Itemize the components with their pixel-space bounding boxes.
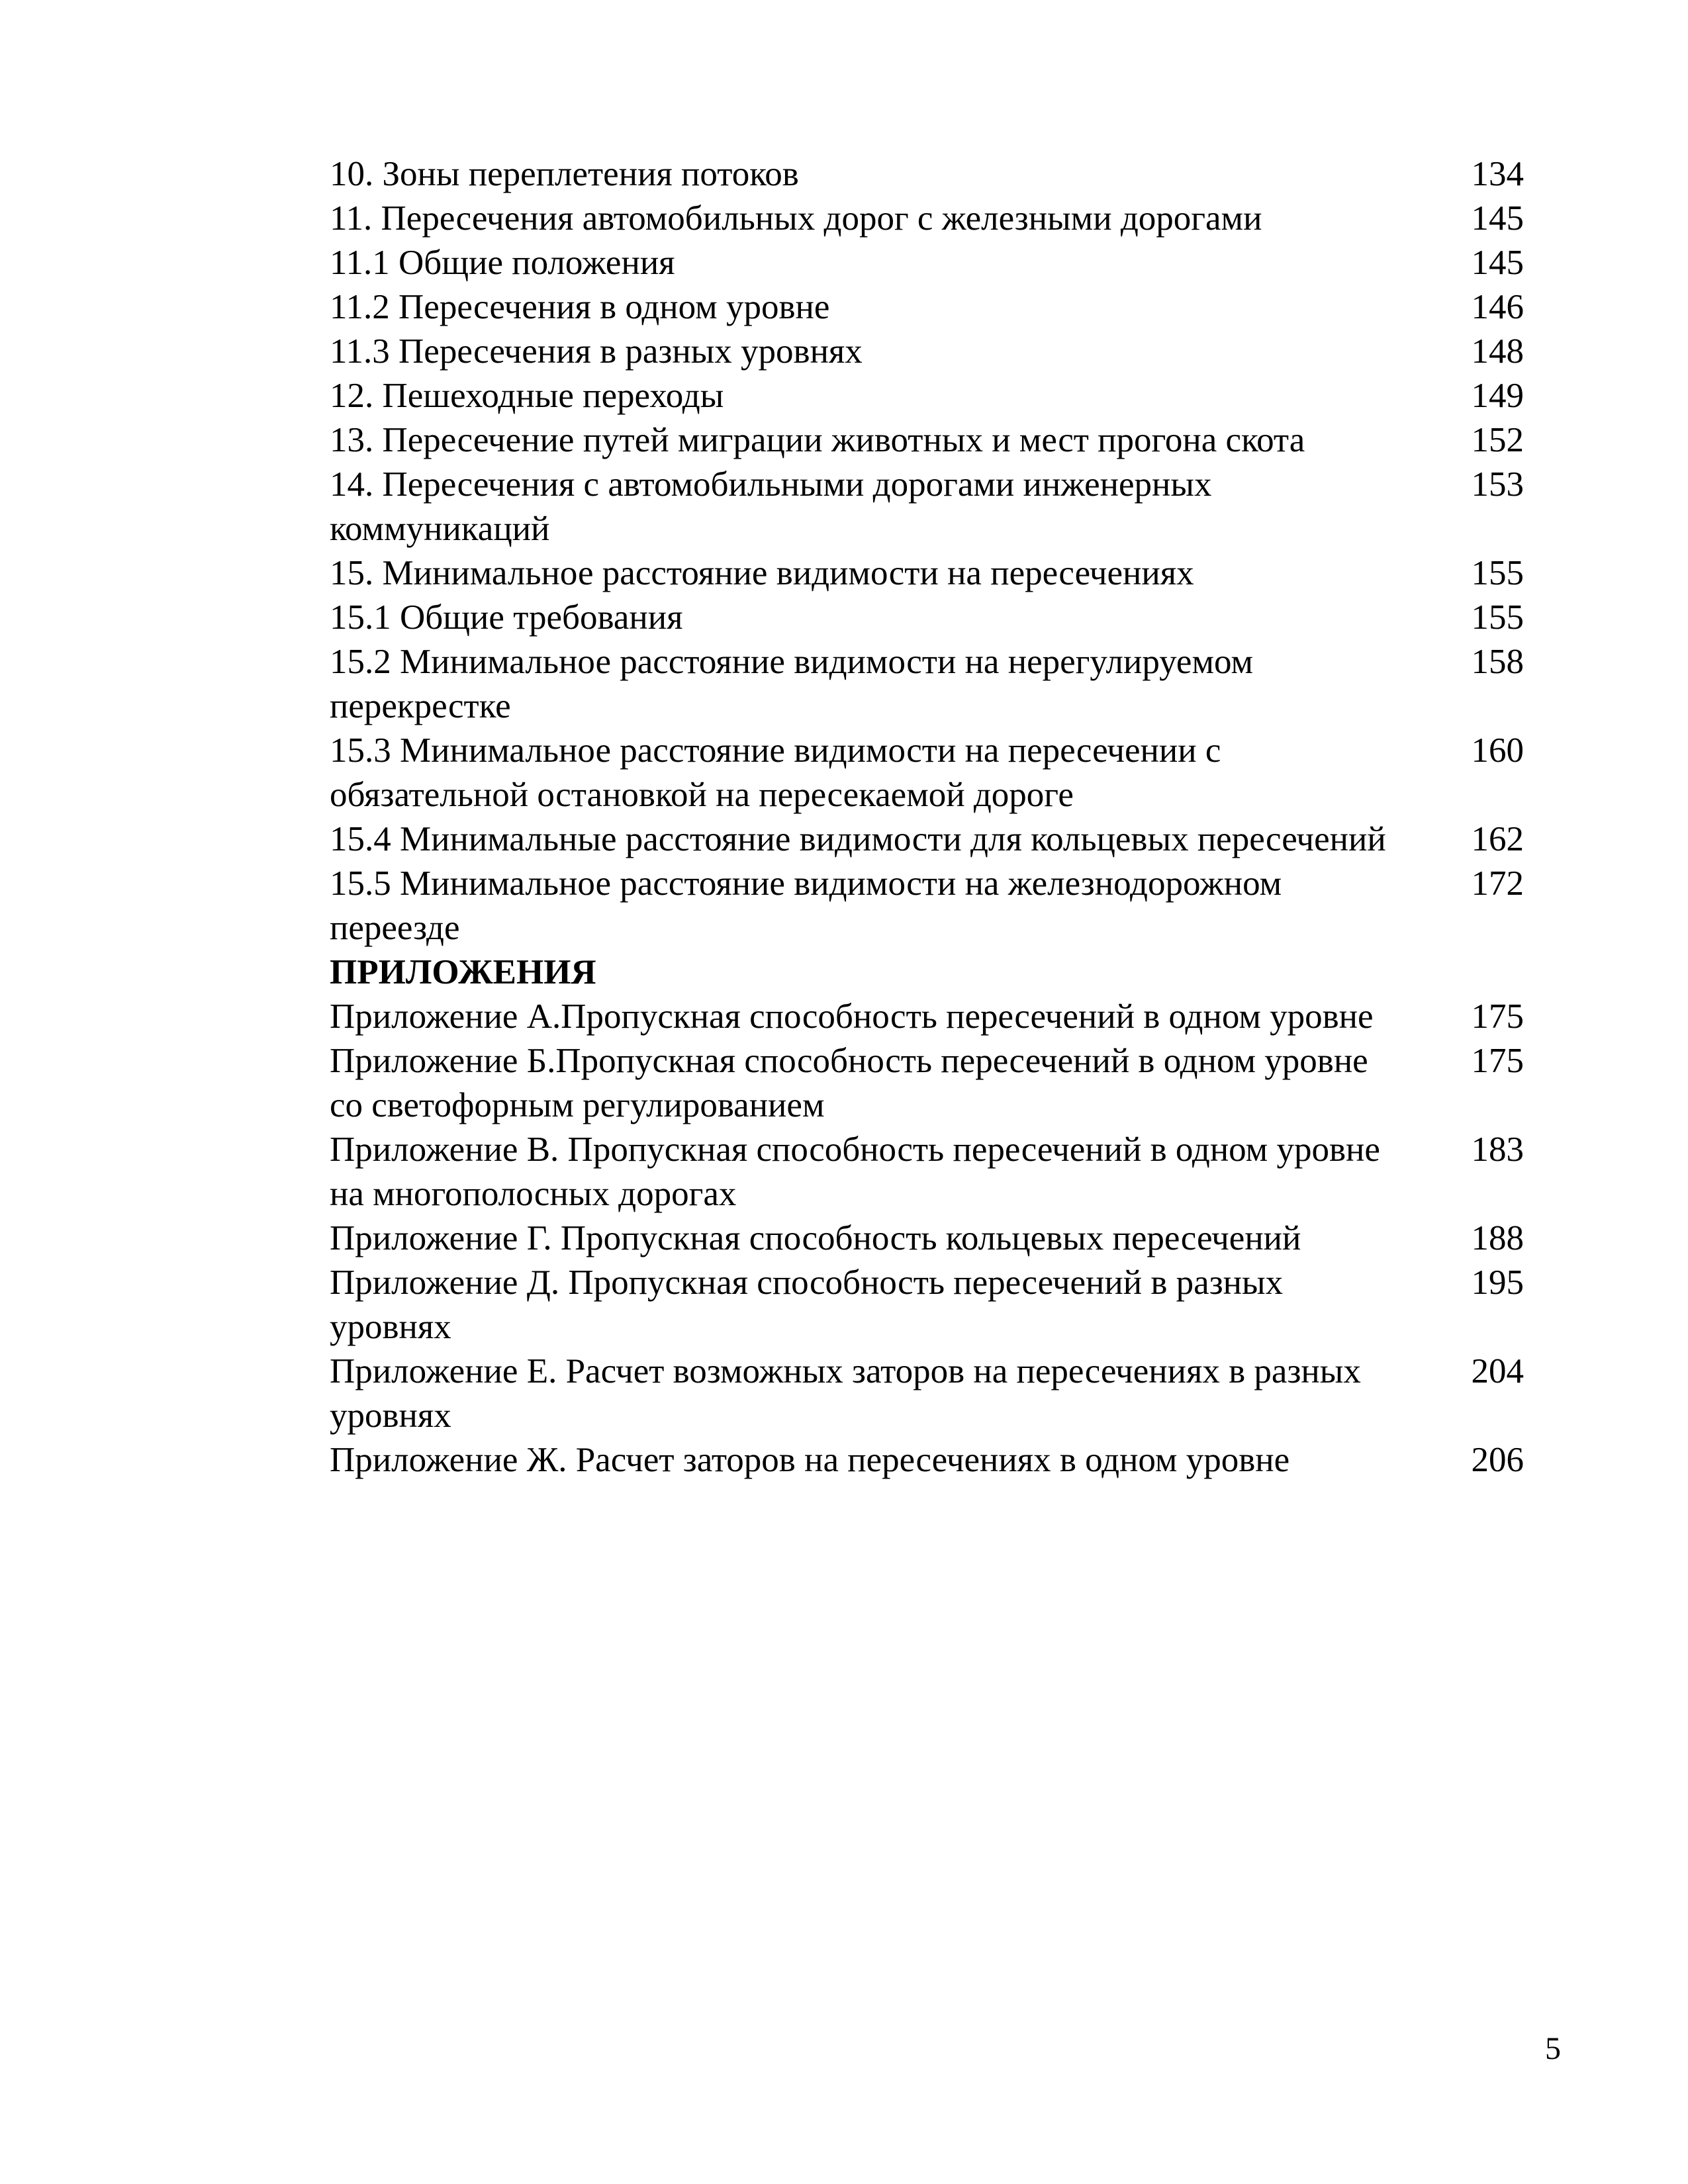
- appendix-entry-page: 188: [1471, 1219, 1524, 1257]
- appendix-entry: [330, 1216, 1529, 1261]
- toc-entry-title: 15.4 Минимальные расстояние видимости для кольцевых пересечений: [330, 820, 1386, 858]
- toc-entry-title: 15.3 Минимальное расстояние видимости на пересечении с обязательной остановкой на пересекаемой дороге: [330, 731, 1221, 814]
- toc-entry-page: 158: [1471, 643, 1524, 681]
- toc-entry: [330, 551, 1529, 596]
- toc-entry: [330, 374, 1529, 418]
- toc-entry-title: 13. Пересечение путей миграции животных и мест прогона скота: [330, 421, 1305, 459]
- appendix-entry-page: 183: [1471, 1130, 1524, 1169]
- appendix-heading: ПРИЛОЖЕНИЯ: [330, 953, 596, 991]
- appendix-entry-page: 175: [1471, 1042, 1524, 1080]
- toc-entry-page: 155: [1471, 598, 1524, 637]
- toc-entry-title: 15.2 Минимальное расстояние видимости на нерегулируемом перекрестке: [330, 643, 1254, 725]
- toc-entry: [330, 418, 1529, 463]
- appendix-entry: [330, 1128, 1529, 1216]
- table-of-contents: [330, 152, 1529, 1482]
- toc-entry: [330, 152, 1529, 197]
- appendix-entry: [330, 1349, 1529, 1438]
- toc-entry-page: 134: [1471, 155, 1524, 193]
- toc-entry-title: 10. Зоны переплетения потоков: [330, 155, 799, 193]
- toc-entry-title: 11.2 Пересечения в одном уровне: [330, 288, 830, 326]
- appendix-entry-title: Приложение Е. Расчет возможных заторов на пересечениях в разных уровнях: [330, 1352, 1361, 1435]
- appendix-entry-page: 175: [1471, 997, 1524, 1036]
- appendix-entry-page: 204: [1471, 1352, 1524, 1390]
- toc-entry: [330, 817, 1529, 862]
- toc-entry: [330, 729, 1529, 817]
- appendix-entry-page: 206: [1471, 1441, 1524, 1479]
- toc-entry-page: 162: [1471, 820, 1524, 858]
- toc-entry-title: 11. Пересечения автомобильных дорог с железными дорогами: [330, 199, 1262, 238]
- toc-entry-page: 146: [1471, 288, 1524, 326]
- appendix-entry: [330, 1261, 1529, 1349]
- toc-entry-page: 145: [1471, 199, 1524, 238]
- toc-entry-title: 11.3 Пересечения в разных уровнях: [330, 332, 863, 371]
- appendix-entry-title: Приложение Д. Пропускная способность пересечений в разных уровнях: [330, 1263, 1284, 1346]
- appendix-entry: [330, 1039, 1529, 1128]
- toc-entry: [330, 862, 1529, 950]
- toc-entry: [330, 197, 1529, 241]
- appendix-entry: [330, 995, 1529, 1039]
- page-number: 5: [1545, 2031, 1561, 2066]
- appendix-entry: [330, 1438, 1529, 1482]
- toc-entry-page: 149: [1471, 377, 1524, 415]
- appendix-entry-title: Приложение А.Пропускная способность пересечений в одном уровне: [330, 997, 1374, 1036]
- toc-entry-page: 152: [1471, 421, 1524, 459]
- appendix-entry-title: Приложение Ж. Расчет заторов на пересечениях в одном уровне: [330, 1441, 1290, 1479]
- toc-entry-page: 145: [1471, 244, 1524, 282]
- toc-entry-title: 11.1 Общие положения: [330, 244, 675, 282]
- toc-entry-page: 153: [1471, 465, 1524, 504]
- toc-entry-page: 155: [1471, 554, 1524, 592]
- appendix-entry-title: Приложение Б.Пропускная способность пересечений в одном уровне со светофорным регулированием: [330, 1042, 1368, 1124]
- toc-entry-title: 14. Пересечения с автомобильными дорогами инженерных коммуникаций: [330, 465, 1212, 548]
- toc-entry: [330, 241, 1529, 285]
- toc-entry-page: 172: [1471, 864, 1524, 903]
- toc-entry: [330, 596, 1529, 640]
- appendix-entry-title: Приложение В. Пропускная способность пересечений в одном уровне на многополосных дорогах: [330, 1130, 1380, 1213]
- toc-entry-page: 148: [1471, 332, 1524, 371]
- toc-entry-title: 12. Пешеходные переходы: [330, 377, 724, 415]
- toc-entry-page: 160: [1471, 731, 1524, 770]
- toc-entry-title: 15. Минимальное расстояние видимости на пересечениях: [330, 554, 1194, 592]
- toc-entry: [330, 285, 1529, 330]
- toc-entry-title: 15.1 Общие требования: [330, 598, 683, 637]
- appendix-entry-title: Приложение Г. Пропускная способность кольцевых пересечений: [330, 1219, 1301, 1257]
- toc-entry: [330, 463, 1529, 551]
- toc-entry: [330, 330, 1529, 374]
- toc-entry-title: 15.5 Минимальное расстояние видимости на железнодорожном переезде: [330, 864, 1282, 947]
- appendix-entry-page: 195: [1471, 1263, 1524, 1302]
- toc-entry: [330, 640, 1529, 729]
